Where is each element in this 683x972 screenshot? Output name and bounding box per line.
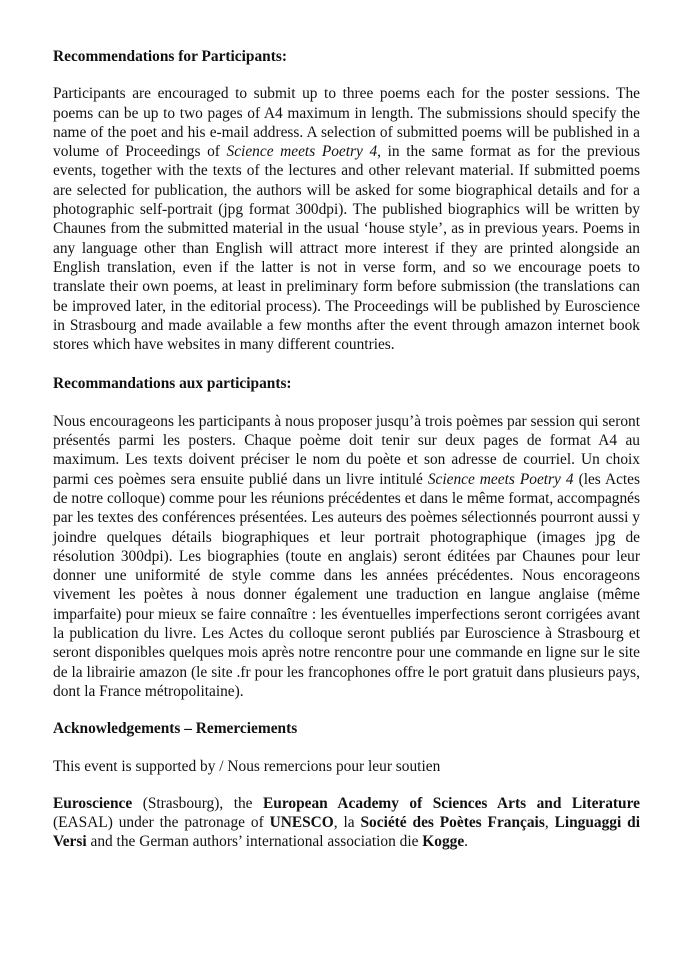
paragraph-recommendations-en [53, 84, 640, 354]
sponsor-easal: European Academy of Sciences Arts and Literature [263, 794, 640, 812]
text-run: , [544, 814, 555, 832]
heading-recommendations-en: Recommendations for Participants: [53, 48, 287, 65]
text-run: . [464, 833, 469, 851]
sponsor-linguaggi-di-versi: Linguaggi di Versi [53, 814, 641, 851]
sponsor-kogge: Kogge [422, 833, 465, 851]
sponsor-unesco: UNESCO [269, 814, 334, 832]
text-run: and the German authors’ international association die [86, 833, 423, 851]
text-run: Participants are encouraged to submit up to three poems each for the poster sessions. The poems can be up to two pages of A4 maximum in length. The submissions should specify the name of the poet and his e-mail address. A selection of submitted poems will be published in a volume of Proceedings of [53, 85, 640, 161]
heading-acknowledgements: Acknowledgements – Remerciements [53, 720, 298, 738]
title-italic: Science meets Poetry 4 [226, 143, 378, 161]
sponsor-euroscience: Euroscience [53, 794, 133, 812]
text-run: (Strasbourg), the [132, 794, 264, 812]
sponsor-societe-des-poetes: Société des Poètes Français [360, 814, 545, 832]
text-run: , in the same format as for the previous events, together with the texts of the lectures and other relevant material. If submitted poems are selected for publication, the authors will be asked for some biographical details and for a photographic self-portrait (jpg format 300dpi). The published biographics will be written by Chaunes from the submitted material in the usual ‘house style’, as in previous years. Poems in any language other than English will attract more interest if they are printed alongside an English translation, even if the latter is not in verse form, and so we encourage poets to translate their own poems, at least in preliminary form before submission (the translations can be improved later, in the editorial process). The Proceedings will be published by Euroscience in Strasbourg and made available a few months after the event through amazon internet book stores which have websites in many different countries. [53, 143, 641, 354]
heading-recommendations-fr: Recommandations aux participants: [53, 375, 292, 393]
paragraph-recommendations-fr [53, 412, 640, 701]
support-line: This event is supported by / Nous remercions pour leur soutien [53, 757, 441, 775]
sponsors-paragraph [53, 794, 640, 852]
text-run: (les Actes de notre colloque) comme pour les réunions précédentes et dans le même format, accompagnés par les textes des conférences présentées. Les auteurs des poèmes sélectionnés pourront aussi y joindre quelques détails biographiques et leur portrait photographique (images jpg de résolution 300dpi). Les biographies (toute en anglais) seront éditées par Chaunes pour leur donner une uniformité de style comme dans les années précédentes. Nous encorageons vivement les poètes à nous donner également une traduction en langue anglaise (même imparfaite) pour mieux se faire connaître : les éventuelles imperfections seront corrigées avant la publication du livre. Les Actes du colloque seront publiés par Euroscience à Strasbourg et seront disponibles quelques mois après notre rencontre pour une commande en ligne sur le site de la librairie amazon (le site .fr pour les francophones offre le port gratuit dans plusieurs pays, dont la France métropolitaine). [53, 470, 640, 700]
text-run: Nous encourageons les participants à nous proposer jusqu’à trois poèmes par session qui seront présentés parmi les posters. Chaque poème doit tenir sur deux pages de format A4 au maximum. Les texts doivent préciser le nom du poète et son adresse de courriel. Un choix parmi ces poèmes sera ensuite publié dans un livre intitulé [53, 412, 640, 488]
document-page [53, 47, 640, 852]
title-italic: Science meets Poetry 4 [427, 470, 574, 488]
text-run: (EASAL) under the patronage of [53, 814, 270, 832]
text-run: , la [333, 814, 361, 832]
